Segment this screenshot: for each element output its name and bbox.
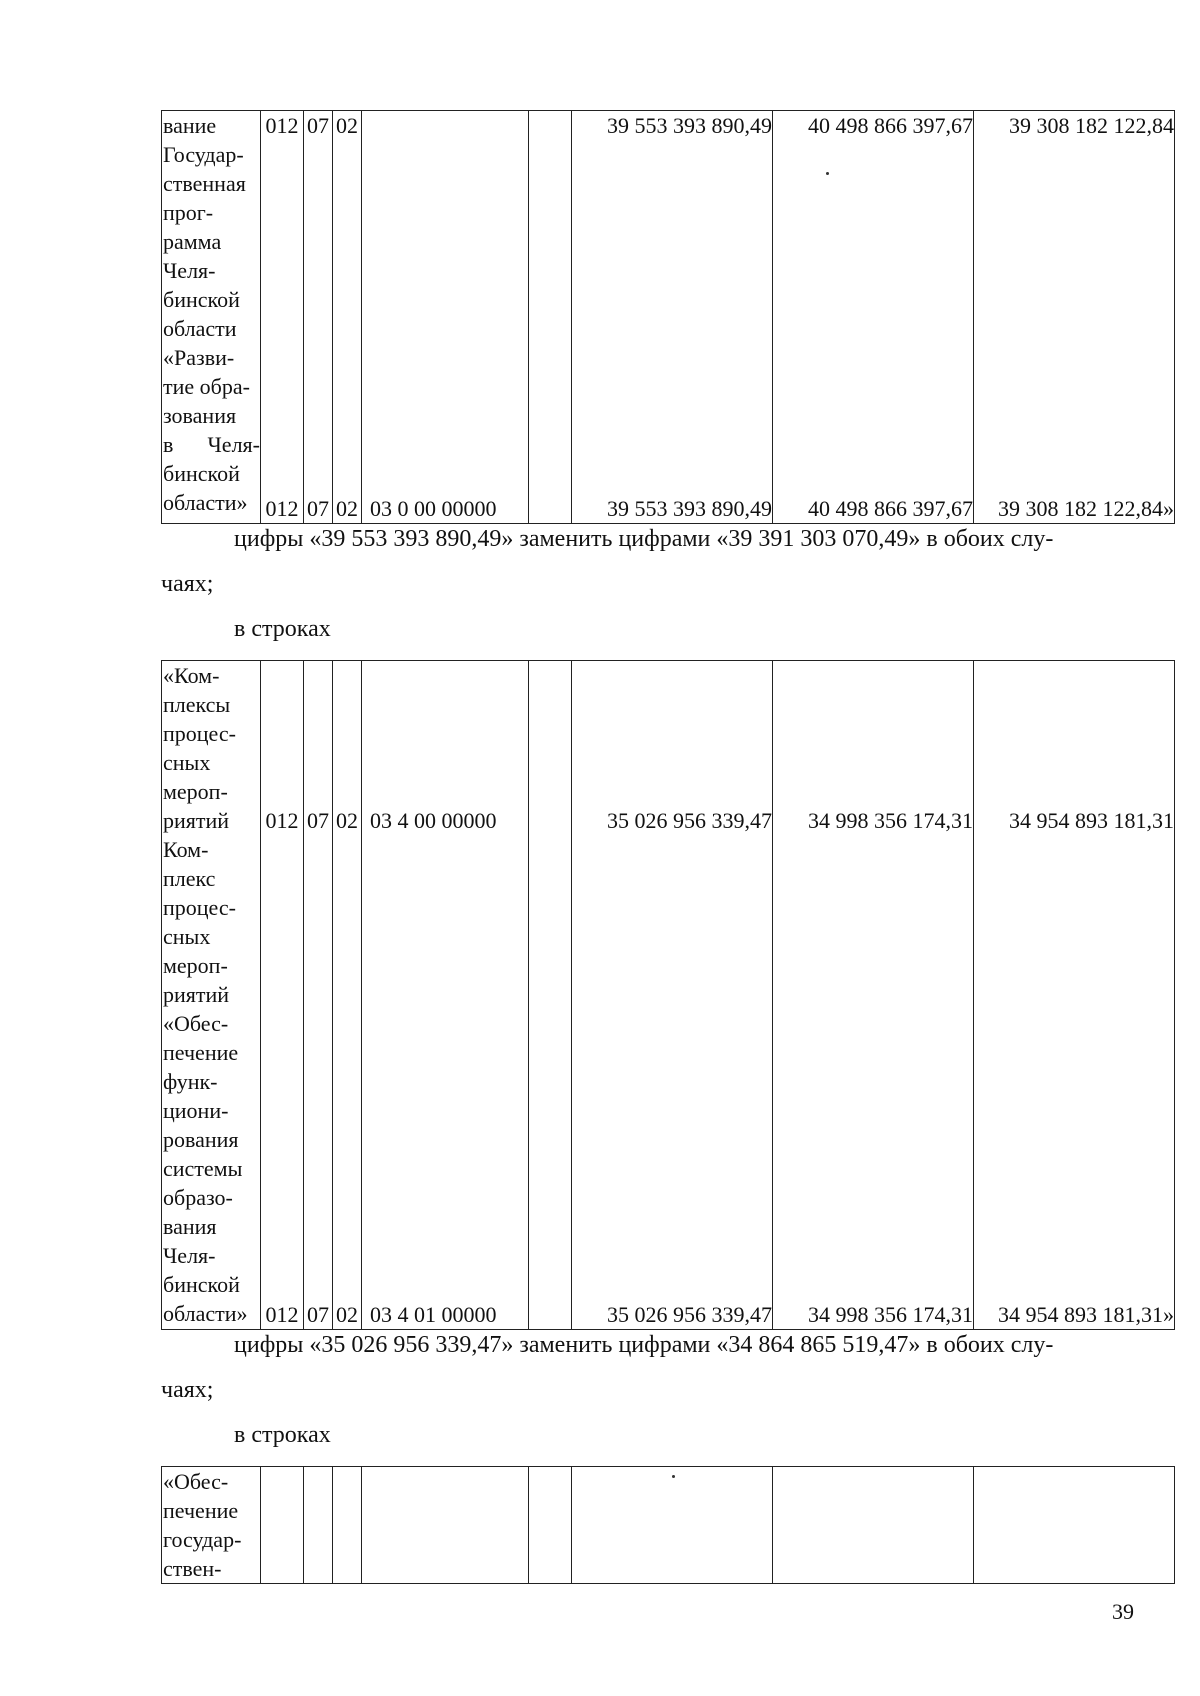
code-value: 012 — [265, 113, 299, 138]
name-line: циони- — [163, 1098, 229, 1123]
code-cell-1 — [261, 1467, 304, 1584]
replacement-instruction-1-cont: чаях; — [161, 571, 214, 597]
amount-cell-2 — [773, 111, 974, 524]
scan-speck — [672, 1475, 675, 1478]
name-line: риятий — [163, 982, 230, 1007]
amount-value: 35 026 956 339,47 — [607, 808, 772, 833]
code-value: 012 — [265, 1302, 299, 1327]
code-cell-2 — [304, 1467, 333, 1584]
name-line: «Обес- — [163, 1469, 229, 1494]
code-value: 07 — [307, 1302, 329, 1327]
code-cell-2 — [304, 661, 333, 1330]
name-line: рамма — [163, 229, 222, 254]
target-code-value: 03 4 00 00000 — [370, 808, 497, 833]
expense-type-cell — [529, 661, 572, 1330]
amount-cell-3 — [974, 1467, 1175, 1584]
name-line: области» — [163, 490, 248, 515]
amount-cell-1 — [572, 111, 773, 524]
name-line: государ- — [163, 1527, 242, 1552]
name-line: печение — [163, 1040, 239, 1065]
name-line: ствен- — [163, 1556, 222, 1581]
page-number: 39 — [1112, 1599, 1134, 1624]
amount-value: 34 998 356 174,31 — [808, 1302, 973, 1327]
name-line: «Обес- — [163, 1011, 229, 1036]
name-line: области — [163, 316, 237, 341]
code-value: 02 — [336, 113, 358, 138]
code-cell-2 — [304, 111, 333, 524]
target-code-value: 03 4 01 00000 — [370, 1302, 497, 1327]
name-line: риятий — [163, 808, 230, 833]
expense-type-cell — [529, 111, 572, 524]
name-line: сных — [163, 924, 211, 949]
name-line: «Ком- — [163, 663, 220, 688]
name-line: системы — [163, 1156, 243, 1181]
budget-table-3 — [161, 1466, 1175, 1584]
name-line: ственная — [163, 171, 246, 196]
code-cell-3 — [333, 111, 362, 524]
row-name-cell — [162, 111, 261, 524]
code-cell-1 — [261, 661, 304, 1330]
amount-value: 39 308 182 122,84» — [998, 496, 1174, 521]
name-word: Челя- — [207, 432, 260, 457]
name-line: рования — [163, 1127, 239, 1152]
name-line: тие обра- — [163, 374, 250, 399]
name-line: функ- — [163, 1069, 218, 1094]
name-line: мероп- — [163, 953, 228, 978]
target-code-cell — [362, 661, 529, 1330]
name-line: плексы — [163, 692, 231, 717]
replacement-instruction-1: цифры «39 553 393 890,49» заменить цифрами «39 391 303 070,49» в обоих слу- — [234, 526, 1054, 552]
code-value: 012 — [265, 496, 299, 521]
amount-value: 34 954 893 181,31 — [1009, 808, 1174, 833]
row-name-cell — [162, 661, 261, 1330]
code-value: 02 — [336, 808, 358, 833]
amount-value: 35 026 956 339,47 — [607, 1302, 772, 1327]
target-code-cell — [362, 1467, 529, 1584]
name-line — [163, 430, 260, 459]
section-intro-2: в строках — [234, 1422, 331, 1448]
name-line: плекс — [163, 866, 216, 891]
budget-table-1 — [161, 110, 1175, 524]
amount-cell-1 — [572, 1467, 773, 1584]
name-line: Государ- — [163, 142, 244, 167]
name-line: бинской — [163, 461, 240, 486]
name-line: процес- — [163, 895, 236, 920]
name-line: печение — [163, 1498, 239, 1523]
amount-value: 39 553 393 890,49 — [607, 496, 772, 521]
code-value: 012 — [265, 808, 299, 833]
target-code-cell — [362, 111, 529, 524]
name-line: Челя- — [163, 1243, 216, 1268]
amount-cell-2 — [773, 1467, 974, 1584]
amount-value: 34 998 356 174,31 — [808, 808, 973, 833]
row-name-cell — [162, 1467, 261, 1584]
amount-value: 39 308 182 122,84 — [1009, 113, 1174, 138]
name-line: бинской — [163, 1272, 240, 1297]
name-line: мероп- — [163, 779, 228, 804]
target-code-value: 03 0 00 00000 — [370, 496, 497, 521]
amount-cell-3 — [974, 111, 1175, 524]
code-cell-1 — [261, 111, 304, 524]
section-intro-1: в строках — [234, 616, 331, 642]
name-line: вание — [163, 113, 217, 138]
name-word: в — [163, 432, 174, 457]
code-value: 07 — [307, 113, 329, 138]
name-line: Ком- — [163, 837, 209, 862]
code-value: 02 — [336, 1302, 358, 1327]
name-line: процес- — [163, 721, 236, 746]
code-cell-3 — [333, 661, 362, 1330]
code-cell-3 — [333, 1467, 362, 1584]
amount-value: 39 553 393 890,49 — [607, 113, 772, 138]
expense-type-cell — [529, 1467, 572, 1584]
code-value: 02 — [336, 496, 358, 521]
amount-value: 40 498 866 397,67 — [808, 496, 973, 521]
budget-table-2 — [161, 660, 1175, 1330]
name-line: вания — [163, 1214, 217, 1239]
name-line: сных — [163, 750, 211, 775]
amount-cell-2 — [773, 661, 974, 1330]
code-value: 07 — [307, 808, 329, 833]
replacement-instruction-2-cont: чаях; — [161, 1377, 214, 1403]
replacement-instruction-2: цифры «35 026 956 339,47» заменить цифрами «34 864 865 519,47» в обоих слу- — [234, 1332, 1054, 1358]
code-value: 07 — [307, 496, 329, 521]
amount-cell-1 — [572, 661, 773, 1330]
name-line: Челя- — [163, 258, 216, 283]
name-line: области» — [163, 1301, 248, 1326]
name-line: бинской — [163, 287, 240, 312]
amount-value: 40 498 866 397,67 — [808, 113, 973, 138]
name-line: прог- — [163, 200, 214, 225]
scan-speck — [826, 172, 829, 175]
name-line: «Разви- — [163, 345, 235, 370]
name-line: образо- — [163, 1185, 233, 1210]
amount-cell-3 — [974, 661, 1175, 1330]
amount-value: 34 954 893 181,31» — [998, 1302, 1174, 1327]
name-line: зования — [163, 403, 237, 428]
